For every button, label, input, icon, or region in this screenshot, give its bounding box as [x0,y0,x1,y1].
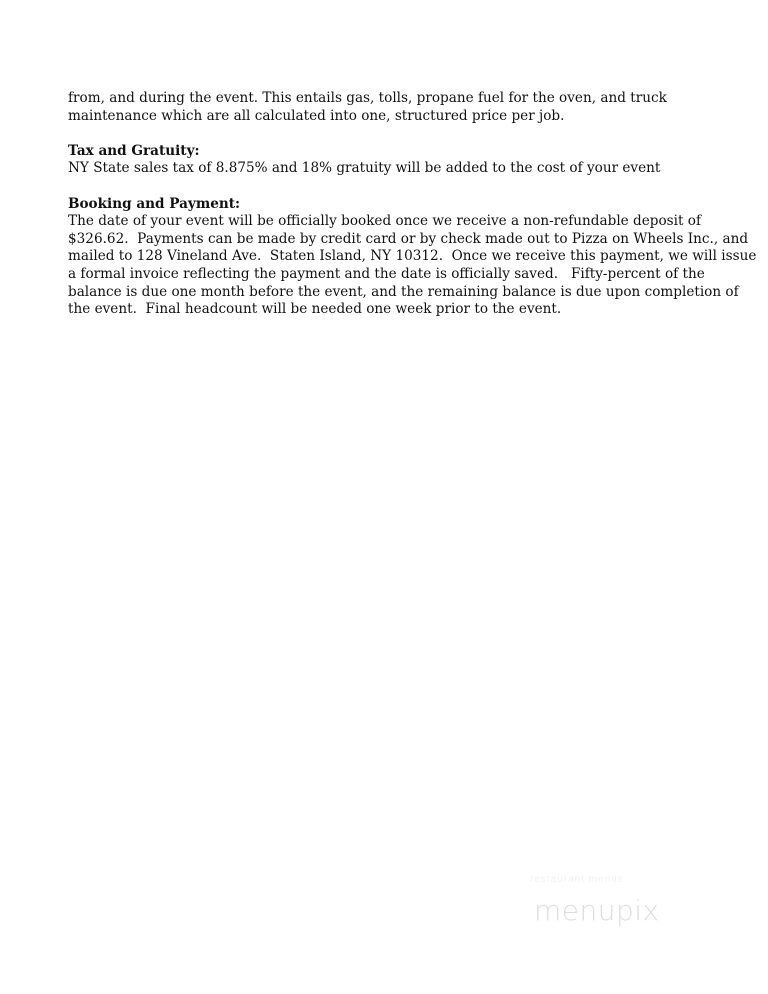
booking-payment-line-2: $326.62. Payments can be made by credit card or by check made out to Pizza on Wheels Inc., and [68,230,749,247]
booking-payment-line-5: balance is due one month before the event, and the remaining balance is due upon completion of [68,283,739,300]
section-gap [68,125,708,143]
menupix-watermark [530,874,690,934]
booking-payment-line-1: The date of your event will be officially booked once we receive a non-refundable deposit of [68,213,701,230]
tax-gratuity-line-1: NY State sales tax of 8.875% and 18% gratuity will be added to the cost of your event [68,160,661,177]
booking-payment-heading: Booking and Payment: [68,195,241,212]
intro-line-1: from, and during the event. This entails gas, tolls, propane fuel for the oven, and truck [68,90,667,106]
document-page [68,90,757,319]
section-gap [68,178,708,196]
intro-line-2: maintenance which are all calculated into one, structured price per job. [68,107,565,124]
menupix-logo: menupix [534,894,660,927]
tax-gratuity-heading: Tax and Gratuity: [68,142,200,159]
booking-payment-line-4: a formal invoice reflecting the payment and the date is officially saved. Fifty-percent of the [68,265,705,282]
booking-payment-line-6: the event. Final headcount will be needed one week prior to the event. [68,301,562,318]
booking-payment-line-3: mailed to 128 Vineland Ave. Staten Island, NY 10312. Once we receive this payment, we will issue [68,248,757,265]
watermark-small-text: restaurant menus [530,874,624,885]
